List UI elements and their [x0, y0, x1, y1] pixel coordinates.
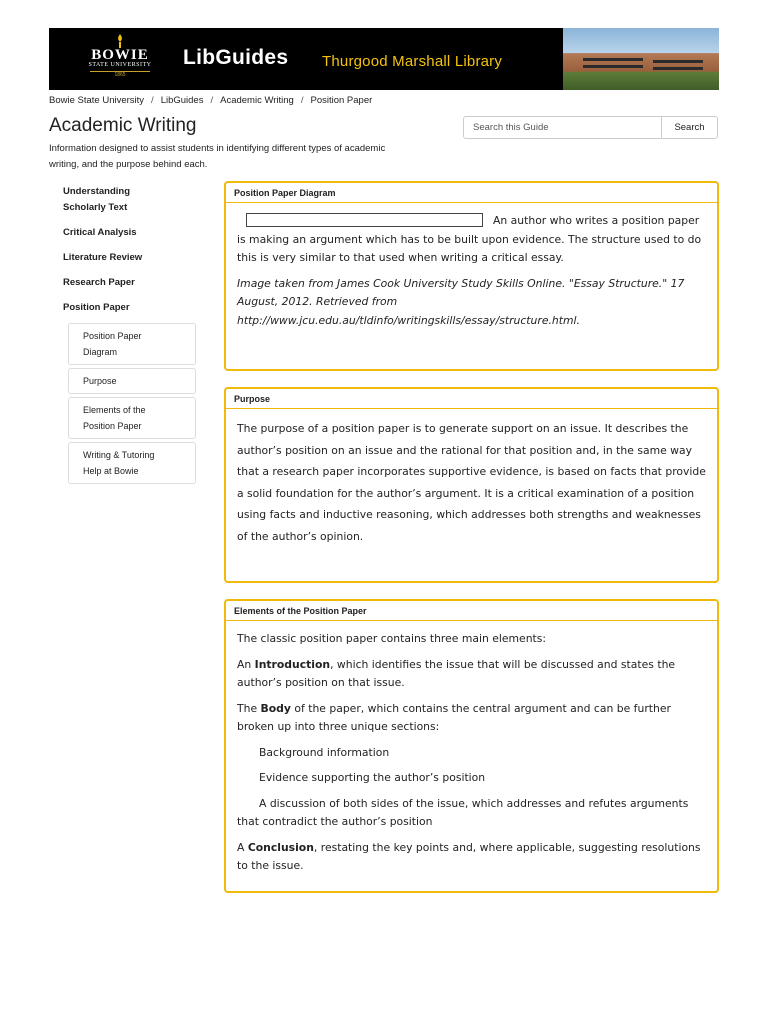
text-fragment: , restating the key points and, where applicable, suggesting resolutions to the issue.	[237, 840, 701, 872]
breadcrumb-current: Position Paper	[310, 95, 373, 106]
subnav-item-purpose[interactable]: Purpose	[68, 368, 196, 394]
sidebar-item-critical-analysis[interactable]: Critical Analysis	[63, 227, 137, 238]
section-item: Evidence supporting the author’s position	[259, 771, 486, 784]
logo-year: 1865	[114, 72, 126, 78]
introduction-paragraph	[237, 656, 706, 693]
body-paragraph	[237, 700, 706, 737]
box-body	[226, 203, 717, 347]
text-fragment: The	[237, 701, 261, 715]
section-item	[237, 795, 706, 832]
subnav-item-position-paper-diagram[interactable]: Position Paper Diagram	[68, 323, 196, 365]
breadcrumb-separator: /	[300, 95, 304, 106]
text-fragment: of the paper, which contains the central argument and can be further broken up into three unique sections:	[237, 701, 671, 733]
sidebar-subnav	[68, 323, 196, 487]
box-elements	[224, 599, 719, 893]
breadcrumb-university[interactable]: Bowie State University	[49, 95, 145, 106]
text-fragment: A discussion of both sides of the issue, which addresses and refutes arguments that contradict the author’s position	[237, 796, 689, 828]
page-description: Information designed to assist students in identifying different types of academic writing, and the purpose behind each.	[49, 143, 386, 170]
library-name: Thurgood Marshall Library	[322, 53, 503, 70]
page-title: Academic Writing	[49, 115, 197, 136]
conclusion-paragraph	[237, 839, 706, 876]
introduction-term: Introduction	[254, 657, 331, 671]
breadcrumb-separator: /	[151, 95, 154, 106]
libguides-brand[interactable]: LibGuides	[183, 46, 289, 69]
box-title: Position Paper Diagram	[226, 183, 717, 203]
box-purpose	[224, 387, 719, 583]
logo-subtitle: STATE UNIVERSITY	[88, 62, 152, 68]
breadcrumb-academic-writing[interactable]: Academic Writing	[220, 95, 294, 106]
box-body	[226, 409, 717, 564]
box-body	[226, 621, 717, 893]
subnav-item-elements[interactable]: Elements of the Position Paper	[68, 397, 196, 439]
bowie-logo[interactable]	[75, 34, 165, 86]
search-button[interactable]: Search	[661, 116, 718, 139]
box-title: Purpose	[226, 389, 717, 409]
purpose-text: The purpose of a position paper is to generate support on an issue. It describes the author’s position on an issue and the rational for that position and, in the same way that a research paper incorporates supportive evidence, is based on facts that provide a solid foundation for the author’s argument. It is a critical examination of a position using facts and inductive reasoning, which addresses both strengths and weaknesses of the author’s opinion.	[237, 422, 706, 543]
image-citation: Image taken from James Cook University Study Skills Online. "Essay Structure." 17 August, 2012. Retrieved from http://www.jcu.edu.au/tldinfo/writingskills/essay/structure.html.	[237, 276, 685, 327]
broken-image-icon	[246, 213, 483, 227]
sidebar-item-literature-review[interactable]: Literature Review	[63, 252, 143, 263]
section-item: Background information	[259, 745, 390, 759]
breadcrumb-libguides[interactable]: LibGuides	[160, 95, 204, 106]
body-term: Body	[260, 701, 291, 715]
text-fragment: , which identifies the issue that will be discussed and states the author’s position on that issue.	[237, 657, 676, 689]
breadcrumb	[49, 95, 372, 106]
sidebar-nav	[63, 184, 197, 325]
campus-photo	[563, 28, 719, 90]
logo-name: BOWIE	[91, 47, 149, 63]
diagram-text: An author who writes a position paper is making an argument which has to be built upon evidence. The structure used to do this is very similar to that used when writing a critical essay.	[237, 214, 702, 264]
sidebar-item-understanding-scholarly-text[interactable]: Understanding Scholarly Text	[63, 186, 131, 213]
text-fragment: An	[237, 657, 255, 671]
subnav-item-writing-tutoring-help[interactable]: Writing & Tutoring Help at Bowie	[68, 442, 196, 484]
conclusion-term: Conclusion	[247, 840, 314, 854]
search-input[interactable]	[463, 116, 662, 139]
header-banner	[49, 28, 719, 90]
elements-intro: The classic position paper contains three main elements:	[237, 632, 547, 645]
box-title: Elements of the Position Paper	[226, 601, 717, 621]
breadcrumb-separator: /	[210, 95, 214, 106]
text-fragment: A	[237, 840, 248, 854]
sidebar-item-position-paper[interactable]: Position Paper	[63, 302, 130, 313]
diagram-paragraph	[237, 212, 706, 268]
torch-icon	[114, 34, 126, 48]
sidebar-item-research-paper[interactable]: Research Paper	[63, 277, 135, 288]
box-position-paper-diagram	[224, 181, 719, 371]
